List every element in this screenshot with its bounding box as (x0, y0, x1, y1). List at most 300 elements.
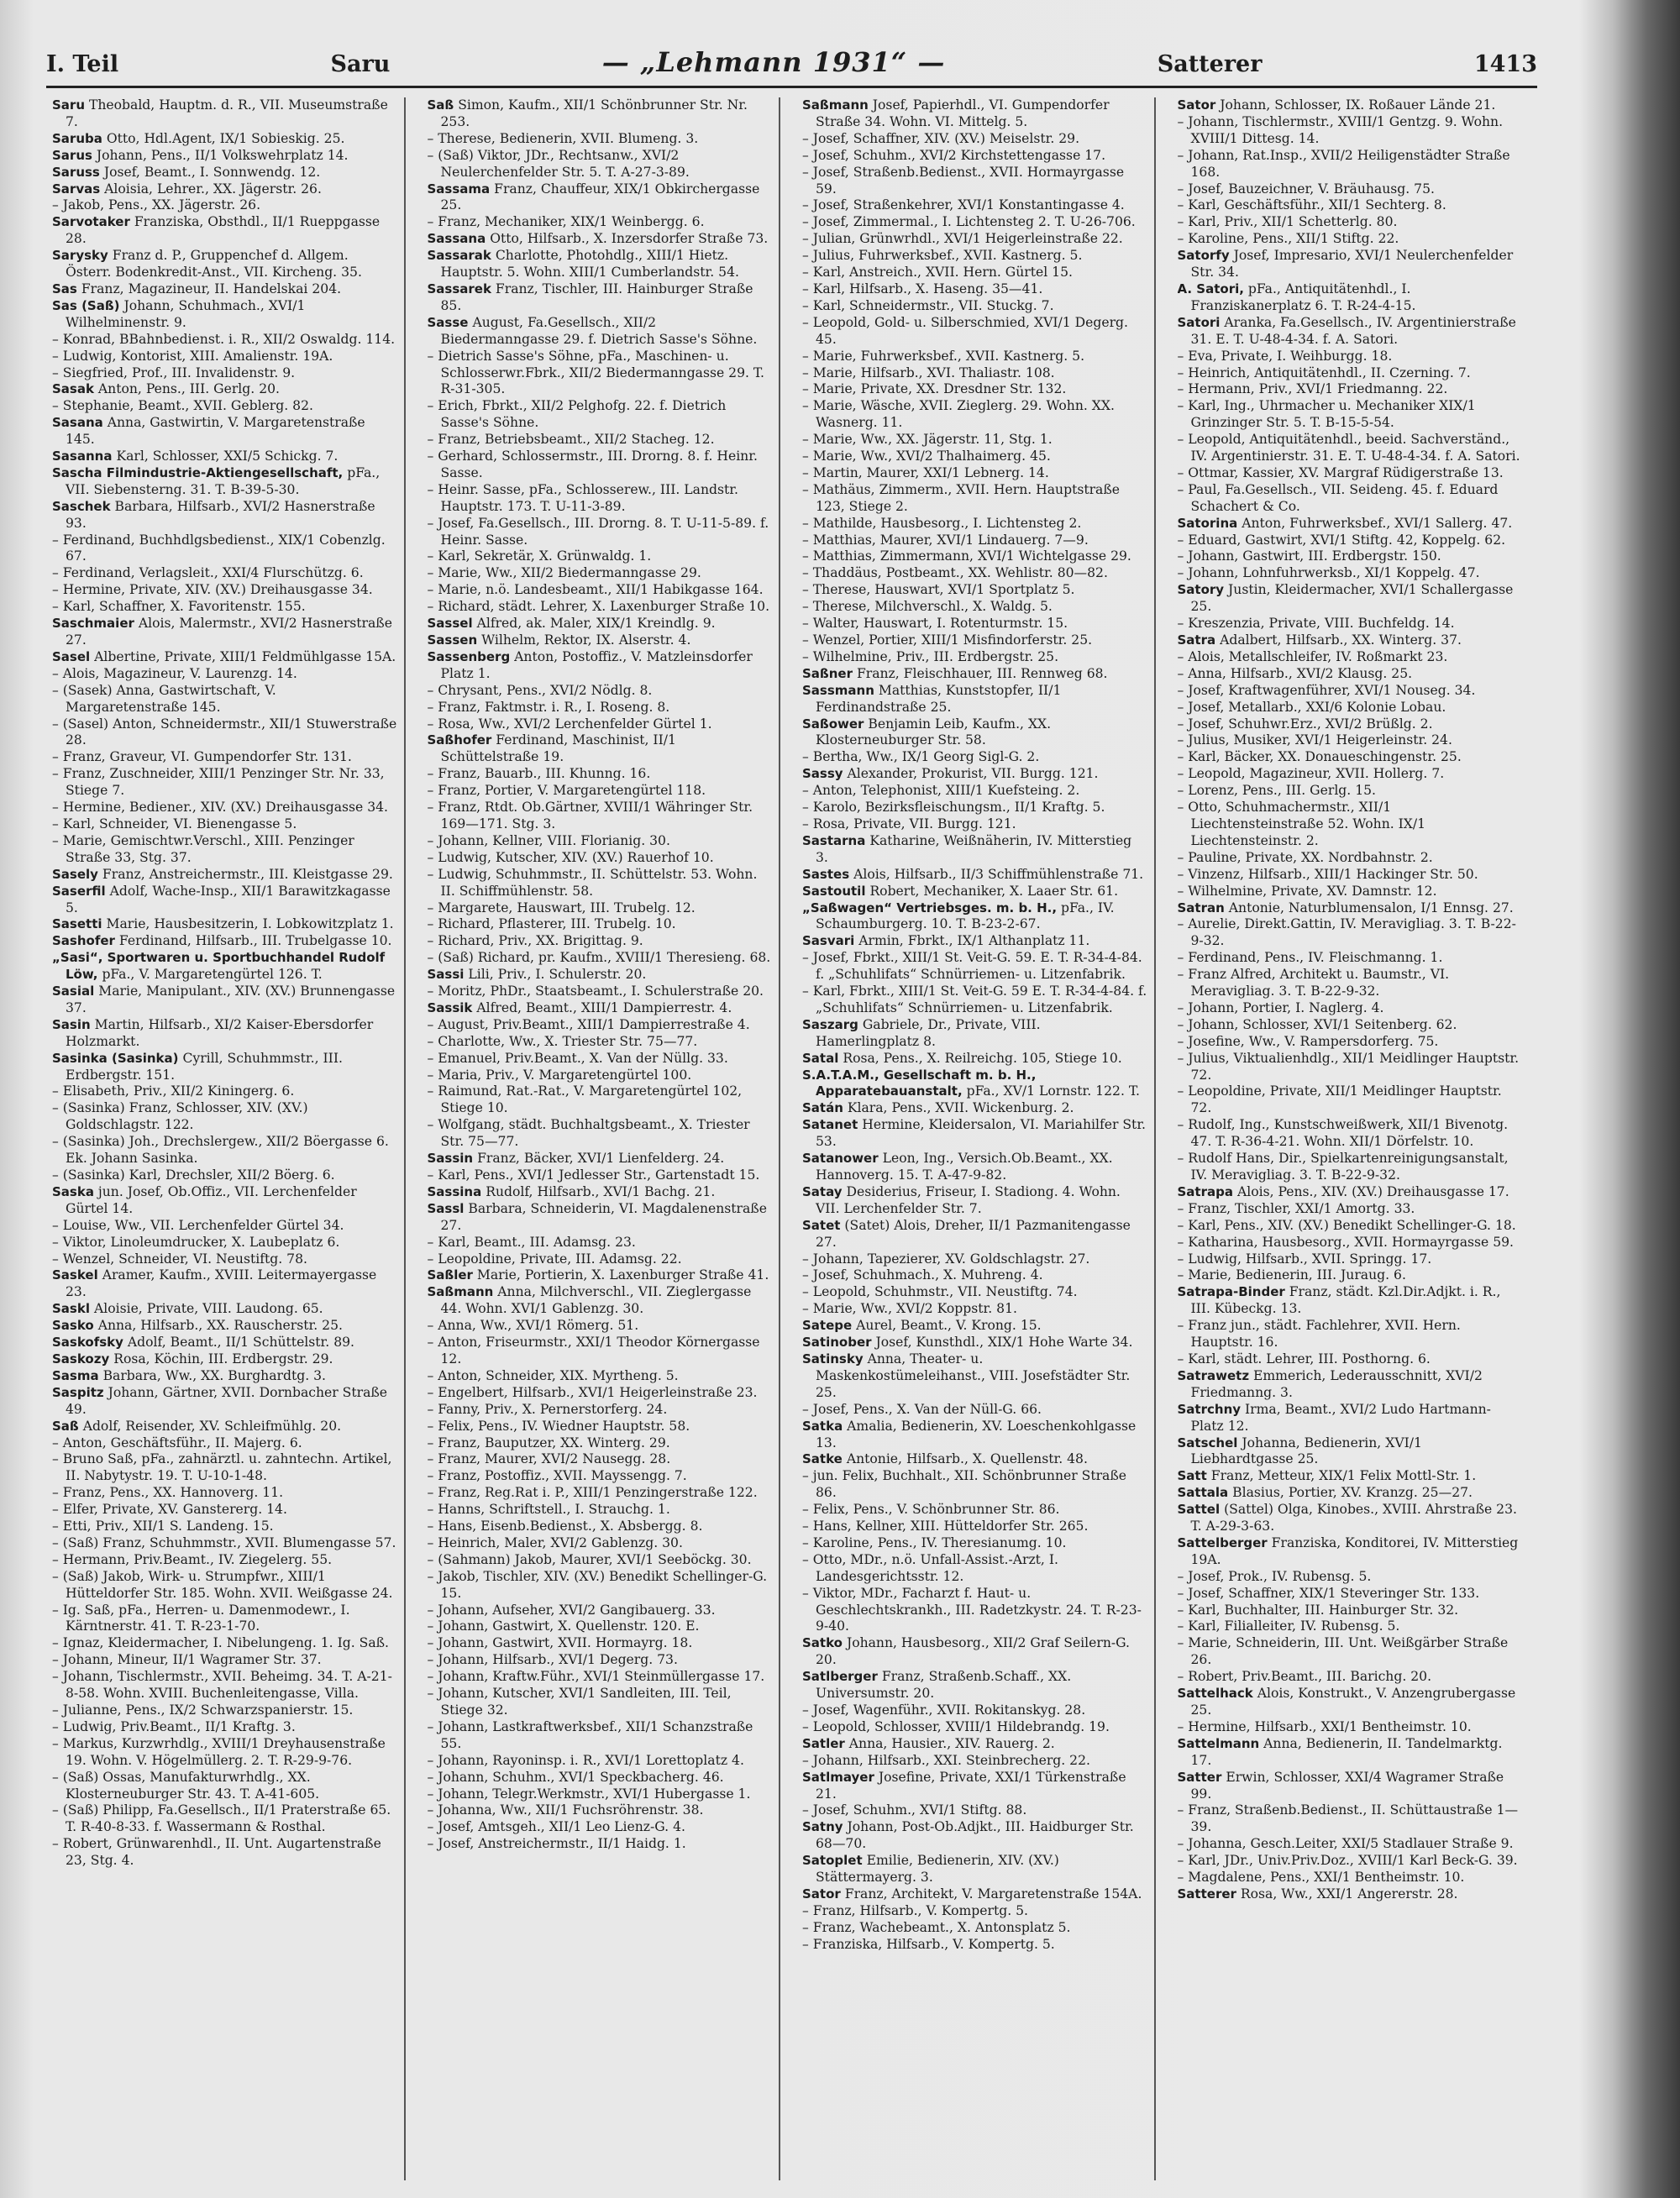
entry-text: Rudolf, Hilfsarb., XVI/1 Bachg. 21. (486, 1183, 716, 1199)
directory-entry (1178, 248, 1525, 281)
directory-entry (428, 1267, 773, 1284)
entry-text: – Karl, Pens., XVI/1 Jedlesser Str., Gartenstadt 15. (427, 1167, 760, 1183)
directory-entry (1178, 732, 1525, 749)
directory-entry (52, 1385, 397, 1419)
entry-text: – Karl, Schneidermstr., VII. Stuckg. 7. (802, 297, 1054, 313)
entry-text: – Johanna, Gesch.Leiter, XXI/5 Stadlauer Straße 9. (1177, 1836, 1514, 1852)
directory-entry (428, 1451, 773, 1468)
directory-entry (1178, 1368, 1525, 1402)
entry-surname: Sas (52, 281, 77, 296)
entry-text: Matthias, Kunststopfer, II/1 Ferdinandstraße 25. (816, 682, 1062, 715)
entry-text: – Franz, Faktmstr. i. R., I. Roseng. 8. (427, 699, 670, 715)
entry-text: – Karl, Hilfsarb., X. Haseng. 35—41. (802, 281, 1043, 296)
directory-entry (802, 482, 1147, 516)
directory-entry (1178, 916, 1525, 950)
directory-entry (1178, 1034, 1525, 1051)
entry-surname: Sastes (802, 866, 850, 882)
entry-surname: Sascha Filmindustrie-Aktiengesellschaft, (52, 464, 344, 480)
directory-entry (428, 1519, 773, 1535)
directory-entry (1178, 1251, 1525, 1268)
entry-text: – Ludwig, Kontorist, XIII. Amalienstr. 19A. (52, 348, 333, 364)
entry-text: – Johann, Kutscher, XVI/1 Sandleiten, III. Teil, Stiege 32. (427, 1686, 732, 1718)
directory-entry (802, 265, 1147, 281)
entry-surname: Satay (802, 1183, 843, 1199)
directory-entry (1178, 381, 1525, 398)
entry-surname: Sassenberg (427, 648, 511, 664)
entry-surname: Satlmayer (802, 1769, 874, 1785)
entry-text: – Marie, n.ö. Landesbeamt., XII/1 Habikgasse 164. (427, 582, 764, 598)
entry-text: – Siegfried, Prof., III. Invalidenstr. 9. (52, 365, 296, 380)
entry-surname: Satke (802, 1451, 843, 1467)
directory-entry (802, 599, 1147, 616)
directory-entry (428, 1017, 773, 1034)
directory-entry (1178, 482, 1525, 516)
directory-entry (1178, 867, 1525, 884)
entry-text: Franziska, Obsthdl., II/1 Rueppgasse 28. (66, 214, 381, 247)
directory-entry (802, 1151, 1147, 1184)
directory-entry (52, 131, 397, 148)
entry-text: – Karl, städt. Lehrer, III. Posthorng. 6. (1177, 1351, 1431, 1367)
entry-text: – Josef, Prok., IV. Rubensg. 5. (1177, 1568, 1372, 1584)
entry-text: Adalbert, Hilfsarb., XX. Winterg. 37. (1220, 632, 1462, 648)
entry-text: – Viktor, Linoleumdrucker, X. Laubeplatz 6. (52, 1234, 340, 1250)
directory-entry (52, 1051, 397, 1084)
directory-entry (52, 1335, 397, 1351)
entry-text: – Louise, Ww., VII. Lerchenfelder Gürtel 34. (52, 1217, 344, 1233)
entry-text: – Wenzel, Portier, XIII/1 Misfindorferstr. 25. (802, 632, 1093, 648)
directory-entry (802, 1920, 1147, 1937)
entry-text: – Alois, Metallschleifer, IV. Roßmarkt 23. (1177, 648, 1448, 664)
entry-surname: Satal (802, 1050, 839, 1066)
directory-entry (428, 1368, 773, 1385)
directory-entry (802, 766, 1147, 783)
entry-text: Irma, Beamt., XVI/2 Ludo Hartmann-Platz 12. (1190, 1401, 1491, 1434)
directory-entry (802, 1669, 1147, 1702)
entry-surname: Saru (52, 97, 86, 113)
directory-entry (428, 1552, 773, 1569)
entry-text: Ferdinand, Maschinist, II/1 Schüttelstraße 19. (440, 732, 676, 765)
entry-surname: Satlberger (802, 1669, 878, 1685)
directory-entry (52, 1802, 397, 1836)
directory-entry (802, 749, 1147, 766)
entry-text: – Ludwig, Schuhmmstr., II. Schüttelstr. 53. Wohn. II. Schiffmühlenstr. 58. (427, 866, 758, 899)
directory-entry (802, 1318, 1147, 1335)
directory-entry (428, 1535, 773, 1552)
directory-entry (802, 131, 1147, 148)
entry-text: Alois, Konstrukt., V. Anzengrubergasse 25. (1190, 1686, 1516, 1718)
entry-text: – Franz, Zuschneider, XIII/1 Penzinger Str. Nr. 33, Stiege 7. (52, 766, 385, 799)
entry-surname: Sastoutil (802, 883, 866, 899)
entry-text: – Eva, Private, I. Weihburgg. 18. (1177, 348, 1393, 364)
directory-entry (802, 816, 1147, 833)
entry-text: – Ferdinand, Buchhdlgsbedienst., XIX/1 Cobenzlg. 67. (52, 532, 386, 564)
entry-text: – Margarete, Hauswart, III. Trubelg. 12. (427, 900, 696, 915)
entry-text: – Erich, Fbrkt., XII/2 Pelghofg. 22. f. Dietrich Sasse's Söhne. (427, 398, 727, 431)
entry-text: Anna, Milchverschl., VII. Zieglergasse 44. Wohn. XVI/1 Gablenzg. 30. (440, 1284, 752, 1317)
entry-text: Johann, Schlosser, IX. Roßauer Lände 21. (1220, 97, 1496, 113)
directory-entry (1178, 582, 1525, 616)
directory-entry (802, 1753, 1147, 1770)
directory-entry (428, 281, 773, 315)
entry-surname: Satrapa (1177, 1183, 1233, 1199)
entry-text: Barbara, Hilfsarb., XVI/2 Hasnerstraße 93. (66, 498, 375, 531)
entry-text: Alois, Hilfsarb., II/3 Schiffmühlenstraße 71. (853, 866, 1144, 882)
directory-entry (1178, 616, 1525, 632)
entry-surname: Sarvotaker (52, 214, 130, 230)
directory-entry (52, 332, 397, 349)
entry-surname: Satler (802, 1735, 845, 1751)
directory-entry (1178, 1635, 1525, 1669)
directory-entry (52, 1435, 397, 1452)
entry-text: – Johann, Schuhm., XVI/1 Speckbacherg. 46. (427, 1769, 724, 1785)
entry-text: Barbara, Ww., XX. Burghardtg. 3. (102, 1367, 326, 1383)
entry-text: Anna, Theater- u. Maskenkostümeleihanst., VIII. Josefstädter Str. 25. (816, 1351, 1131, 1400)
directory-entry (52, 683, 397, 716)
entry-text: Alfred, ak. Maler, XIX/1 Kreindlg. 9. (476, 616, 716, 632)
entry-text: Robert, Mechaniker, X. Laaer Str. 61. (869, 883, 1119, 899)
entry-text: Rosa, Ww., XXI/1 Angererstr. 28. (1240, 1886, 1458, 1902)
directory-entry (802, 1819, 1147, 1853)
entry-surname: Saßmann (802, 97, 869, 113)
guide-word-right: Satterer (1157, 51, 1263, 77)
entry-text: – Heinr. Sasse, pFa., Schlosserew., III. Landstr. Hauptstr. 173. T. U-11-3-89. (427, 481, 738, 514)
directory-entry (428, 716, 773, 733)
entry-text: – Heinrich, Maler, XVI/2 Gablenzg. 30. (427, 1534, 683, 1550)
entry-text: – Josef, Schaffner, XIX/1 Steveringer Str. 133. (1177, 1585, 1480, 1601)
directory-entry (802, 632, 1147, 649)
directory-entry (802, 197, 1147, 214)
entry-text: Franz, Straßenb.Schaff., XX. Universumstr. 20. (816, 1669, 1072, 1702)
entry-text: – Marie, Ww., XX. Jägerstr. 11, Stg. 1. (802, 432, 1053, 448)
directory-entry (802, 1051, 1147, 1068)
directory-entry (1178, 800, 1525, 850)
entry-text: – Franz, Betriebsbeamt., XII/2 Stacheg. 12. (427, 432, 715, 448)
entry-text: – Franz, Pens., XX. Hannoverg. 11. (52, 1485, 284, 1501)
directory-entry (52, 281, 397, 298)
directory-entry (428, 1419, 773, 1435)
directory-entry (1178, 1836, 1525, 1853)
entry-text: Aurel, Beamt., V. Krong. 15. (856, 1318, 1042, 1334)
entry-surname: Satepe (802, 1318, 853, 1334)
entry-surname: Sator (802, 1886, 841, 1902)
directory-entry (52, 181, 397, 198)
entry-text: – Leopold, Magazineur, XVII. Hollerg. 7. (1177, 766, 1445, 782)
directory-entry (52, 197, 397, 214)
directory-entry (1178, 900, 1525, 917)
directory-entry (428, 1686, 773, 1719)
entry-text: – Therese, Bedienerin, XVII. Blumeng. 3. (427, 130, 699, 146)
directory-entry (1178, 716, 1525, 733)
entry-text: – Robert, Priv.Beamt., III. Barichg. 20. (1177, 1669, 1432, 1685)
entry-text: – Wolfgang, städt. Buchhaltgsbeamt., X. Triester Str. 75—77. (427, 1117, 750, 1150)
entry-text: Adolf, Wache-Insp., XII/1 Barawitzkagasse 5. (66, 883, 391, 915)
directory-entry (428, 1435, 773, 1452)
directory-entry (1178, 516, 1525, 532)
directory-entry (428, 1786, 773, 1803)
entry-surname: Satterer (1177, 1886, 1236, 1902)
entry-text: – Franz, Hilfsarb., V. Kompertg. 5. (802, 1902, 1029, 1918)
directory-entry (52, 565, 397, 582)
entry-text: – Franz, Graveur, VI. Gumpendorfer Str. 131. (52, 749, 352, 765)
directory-entry (428, 1819, 773, 1836)
entry-surname: Sassarek (427, 281, 491, 296)
directory-entry (802, 148, 1147, 165)
entry-surname: Saschmaier (52, 616, 134, 632)
entry-text: Klara, Pens., XVII. Wickenburg. 2. (847, 1100, 1074, 1116)
entry-surname: Saßower (802, 716, 864, 732)
entry-text: Otto, Hdl.Agent, IX/1 Sobieskig. 25. (106, 130, 345, 146)
directory-entry (428, 1251, 773, 1268)
directory-entry (802, 1937, 1147, 1954)
directory-entry (52, 349, 397, 365)
directory-entry (802, 449, 1147, 465)
directory-entry (428, 700, 773, 716)
entry-surname: Saßhofer (427, 732, 492, 748)
directory-entry (1178, 1502, 1525, 1535)
directory-entry (52, 749, 397, 766)
entry-text: Josef, Kunsthdl., XIX/1 Hohe Warte 34. (875, 1335, 1133, 1351)
entry-text: August, Fa.Gesellsch., XII/2 Biedermanngasse 29. f. Dietrich Sasse's Söhne. (440, 314, 758, 347)
directory-entry (802, 683, 1147, 716)
directory-entry (802, 1284, 1147, 1301)
entry-text: Otto, Hilfsarb., X. Inzersdorfer Straße 73. (490, 231, 769, 247)
entry-text: – Karl, Geschäftsführ., XII/1 Sechterg. 8. (1177, 197, 1446, 213)
entry-text: – Franz, Mechaniker, XIX/1 Weinbergg. 6. (427, 214, 705, 230)
directory-entry (428, 248, 773, 281)
directory-entry (52, 398, 397, 415)
entry-text: – Franz, Tischler, XXI/1 Amortg. 33. (1177, 1200, 1415, 1216)
entry-text: – Hermine, Private, XIV. (XV.) Dreihausgasse 34. (52, 582, 373, 598)
entry-text: – Alois, Magazineur, V. Laurenzg. 14. (52, 665, 297, 681)
entry-text: Franz, Bäcker, XVI/1 Lienfelderg. 24. (477, 1151, 725, 1167)
entry-text: – Ferdinand, Pens., IV. Fleischmanng. 1. (1177, 950, 1443, 966)
directory-entry (1178, 97, 1525, 114)
entry-text: – Elfer, Private, XV. Ganstererg. 14. (52, 1502, 287, 1518)
directory-entry (428, 432, 773, 449)
directory-entry (52, 1451, 397, 1485)
directory-entry (802, 1635, 1147, 1669)
directory-entry (428, 683, 773, 700)
directory-entry (1178, 1586, 1525, 1603)
entry-text: Rosa, Pens., X. Reilreichg. 105, Stiege 10. (843, 1050, 1122, 1066)
directory-entry (428, 649, 773, 683)
directory-entry (52, 1167, 397, 1184)
entry-text: – Josef, Metallarb., XXI/6 Kolonie Lobau. (1177, 699, 1446, 715)
entry-text: – Josef, Straßenkehrer, XVI/1 Konstantingasse 4. (802, 197, 1125, 213)
entry-surname: Sasanna (52, 449, 113, 464)
entry-surname: Saß (427, 97, 454, 113)
entry-surname: Sastarna (802, 832, 866, 848)
entry-text: – (Sasinka) Franz, Schlosser, XIV. (XV.) Goldschlagstr. 122. (52, 1100, 308, 1133)
directory-entry (802, 432, 1147, 449)
directory-entry (802, 165, 1147, 198)
entry-text: – Josef, Bauzeichner, V. Bräuhausg. 75. (1177, 181, 1435, 197)
directory-entry (52, 532, 397, 566)
entry-surname: Saß (52, 1418, 79, 1434)
directory-entry (428, 181, 773, 215)
directory-entry (1178, 281, 1525, 315)
directory-entry (802, 548, 1147, 565)
entry-text: Antonie, Naturblumensalon, I/1 Ennsg. 27. (1228, 900, 1514, 915)
entry-text: – Josef, Schuhm., XVI/2 Kirchstettengasse 17. (802, 147, 1106, 163)
entry-text: – Julianne, Pens., IX/2 Schwarzspanierstr. 15. (52, 1702, 354, 1718)
entry-surname: Sassarak (427, 248, 491, 264)
entry-text: – Johann, Gastwirt, XVII. Hormayrg. 18. (427, 1635, 693, 1651)
directory-entry (52, 599, 397, 616)
directory-entry (428, 967, 773, 984)
directory-entry (1178, 349, 1525, 365)
directory-entry (1178, 315, 1525, 349)
directory-entry (1178, 683, 1525, 700)
entry-text: Simon, Kaufm., XII/1 Schönbrunner Str. Nr. 253. (440, 97, 748, 129)
entry-surname: Saruss (52, 164, 100, 180)
directory-entry (52, 1652, 397, 1669)
directory-entry (802, 1552, 1147, 1586)
entry-text: – Emanuel, Priv.Beamt., X. Van der Nüllg. 33. (427, 1050, 728, 1066)
directory-entry (428, 97, 773, 131)
directory-entry (428, 548, 773, 565)
directory-entry (52, 1267, 397, 1301)
entry-surname: Sattel (1177, 1502, 1221, 1518)
entry-surname: Satinsky (802, 1351, 864, 1367)
entry-text: Anton, Postoffiz., V. Matzleinsdorfer Platz 1. (440, 648, 753, 681)
entry-text: – Franz, Portier, V. Margaretengürtel 118. (427, 783, 706, 799)
directory-entry (428, 148, 773, 181)
entry-text: – Franz, Bauarb., III. Khunng. 16. (427, 766, 651, 782)
directory-entry (802, 783, 1147, 800)
directory-entry (1178, 214, 1525, 231)
entry-text: – Josef, Straßenb.Bedienst., XVII. Hormayrgasse 59. (802, 164, 1125, 197)
directory-entry (1178, 398, 1525, 432)
entry-text: – Marie, Ww., XVI/2 Koppstr. 81. (802, 1301, 1017, 1317)
entry-surname: Sattala (1177, 1485, 1229, 1501)
directory-entry (1178, 1083, 1525, 1117)
entry-surname: Satt (1177, 1468, 1207, 1484)
entry-surname: Satrapa-Binder (1177, 1284, 1285, 1300)
entry-surname: Saskozy (52, 1351, 110, 1367)
entry-text: – Ludwig, Kutscher, XIV. (XV.) Rauerhof 10. (427, 849, 714, 865)
directory-entry (52, 97, 397, 131)
entry-text: – Karoline, Pens., XII/1 Stiftg. 22. (1177, 231, 1399, 247)
directory-entry (428, 1669, 773, 1686)
directory-entry (1178, 1318, 1525, 1351)
entry-text: – Josef, Wagenführ., XVII. Rokitanskyg. 28. (802, 1702, 1086, 1718)
column-4 (1178, 97, 1531, 2180)
directory-entry (802, 1117, 1147, 1151)
directory-entry (428, 800, 773, 833)
entry-text: – Anton, Geschäftsführ., II. Majerg. 6. (52, 1435, 302, 1450)
directory-entry (802, 349, 1147, 365)
directory-entry (428, 1402, 773, 1419)
directory-entry (802, 97, 1147, 131)
entry-text: Erwin, Schlosser, XXI/4 Wagramer Straße 99. (1190, 1769, 1504, 1802)
directory-entry (1178, 666, 1525, 683)
entry-text: – Dietrich Sasse's Söhne, pFa., Maschinen- u. Schlosserwr.Fbrk., XII/2 Biedermanngasse 29. T. R-31-305. (427, 348, 764, 397)
directory-entry (428, 1235, 773, 1251)
entry-surname: „Saßwagen“ Vertriebsges. m. b. H., (802, 900, 1058, 915)
directory-entry (428, 1318, 773, 1335)
entry-surname: Sassl (427, 1200, 465, 1216)
entry-surname: Satrchny (1177, 1401, 1242, 1417)
directory-entry (802, 315, 1147, 349)
entry-columns (52, 97, 1530, 2180)
directory-entry (428, 1603, 773, 1619)
entry-text: – Anton, Friseurmstr., XXI/1 Theodor Körnergasse 12. (427, 1335, 760, 1367)
entry-surname: Satet (802, 1217, 841, 1233)
directory-entry (1178, 565, 1525, 582)
entry-text: – Chrysant, Pens., XVI/2 Nödlg. 8. (427, 682, 653, 698)
entry-text: – Robert, Grünwarenhdl., II. Unt. Augartenstraße 23, Stg. 4. (52, 1836, 381, 1869)
entry-text: Benjamin Leib, Kaufm., XX. Klosterneuburger Str. 58. (816, 716, 1052, 748)
entry-text: – Johann, Kraftw.Führ., XVI/1 Steinmüllergasse 17. (427, 1669, 765, 1685)
directory-entry (52, 1318, 397, 1335)
directory-entry (428, 1385, 773, 1402)
entry-text: – Marie, Schneiderin, III. Unt. Weißgärber Straße 26. (1177, 1635, 1509, 1668)
directory-entry (1178, 181, 1525, 198)
entry-text: Albertine, Private, XIII/1 Feldmühlgasse 15A. (94, 648, 396, 664)
entry-text: – Markus, Kurzwrhdlg., XVIII/1 Dreyhausenstraße 19. Wohn. V. Högelmüllerg. 2. T. R-29-9-76. (52, 1735, 386, 1768)
entry-text: – Hermann, Priv., XVI/1 Friedmanng. 22. (1177, 381, 1448, 397)
part-label: I. Teil (46, 51, 119, 77)
entry-surname: Sasak (52, 381, 94, 397)
entry-text: Aloisia, Lehrer., XX. Jägerstr. 26. (104, 181, 322, 197)
directory-entry (428, 1201, 773, 1235)
entry-text: – Julius, Musiker, XVI/1 Heigerleinstr. 24. (1177, 732, 1452, 748)
entry-text: – Josef, Pens., X. Van der Nüll-G. 66. (802, 1401, 1042, 1417)
entry-text: – Karolo, Bezirksfleischungsm., II/1 Kraftg. 5. (802, 800, 1105, 816)
directory-entry (802, 1586, 1147, 1636)
entry-text: pFa., VII. Siebensterng. 31. T. B-39-5-30. (66, 464, 381, 497)
entry-text: – Rosa, Ww., XVI/2 Lerchenfelder Gürtel 1. (427, 716, 712, 732)
entry-text: – Rudolf Hans, Dir., Spielkartenreinigungsanstalt, IV. Meravigliag. 3. T. B-22-9-32. (1177, 1151, 1509, 1183)
entry-text: – Karoline, Pens., IV. Theresianumg. 10. (802, 1534, 1067, 1550)
directory-entry (802, 616, 1147, 632)
directory-entry (428, 315, 773, 349)
entry-surname: Sarus (52, 147, 92, 163)
entry-text: Franz, Tischler, III. Hainburger Straße 85. (440, 281, 753, 313)
entry-text: – Therese, Milchverschl., X. Waldg. 5. (802, 599, 1053, 615)
entry-text: – Leopold, Antiquitätenhdl., beeid. Sachverständ., IV. Argentinierstr. 31. E. T. U-48-4-34. f. A. Satori. (1177, 432, 1520, 464)
entry-text: Franziska, Konditorei, IV. Mitterstieg 19A. (1190, 1534, 1519, 1567)
directory-entry (52, 1100, 397, 1134)
entry-surname: Sasvari (802, 933, 855, 949)
entry-text: – (Sasinka) Karl, Drechsler, XII/2 Böerg. 6. (52, 1167, 335, 1183)
entry-text: – Katharina, Hausbesorg., XVII. Hormayrgasse 59. (1177, 1234, 1515, 1250)
directory-entry (428, 1167, 773, 1184)
directory-entry (52, 933, 397, 950)
entry-text: – Johann, Schlosser, XVI/1 Seitenberg. 62. (1177, 1016, 1457, 1032)
directory-entry (802, 231, 1147, 248)
entry-text: – Anton, Schneider, XIX. Myrtheng. 5. (427, 1367, 679, 1383)
directory-entry (1178, 1017, 1525, 1034)
directory-entry (1178, 967, 1525, 1000)
entry-surname: Satka (802, 1418, 843, 1434)
directory-entry (1178, 1117, 1525, 1151)
entry-text: Johann, Post-Ob.Adjkt., III. Haidburger Str. 68—70. (816, 1819, 1134, 1852)
directory-entry (428, 916, 773, 933)
entry-text: – Johann, Mineur, II/1 Wagramer Str. 37. (52, 1652, 322, 1668)
entry-text: Antonie, Hilfsarb., X. Quellenstr. 48. (846, 1451, 1088, 1467)
entry-surname: Sassik (427, 999, 473, 1015)
entry-text: – (Sahmann) Jakob, Maurer, XVI/1 Seeböckg. 30. (427, 1551, 752, 1567)
entry-text: – Ludwig, Priv.Beamt., II/1 Kraftg. 3. (52, 1718, 296, 1734)
entry-text: – Josef, Schaffner, XIV. (XV.) Meiselstr. 29. (802, 130, 1080, 146)
entry-surname: Sasse (427, 314, 469, 330)
directory-entry (52, 1569, 397, 1603)
entry-text: Wilhelm, Rektor, IX. Alserstr. 4. (481, 632, 691, 648)
entry-surname: Satko (802, 1635, 843, 1651)
entry-text: Josef, Impresario, XVI/1 Neulerchenfelder Str. 34. (1190, 248, 1514, 281)
